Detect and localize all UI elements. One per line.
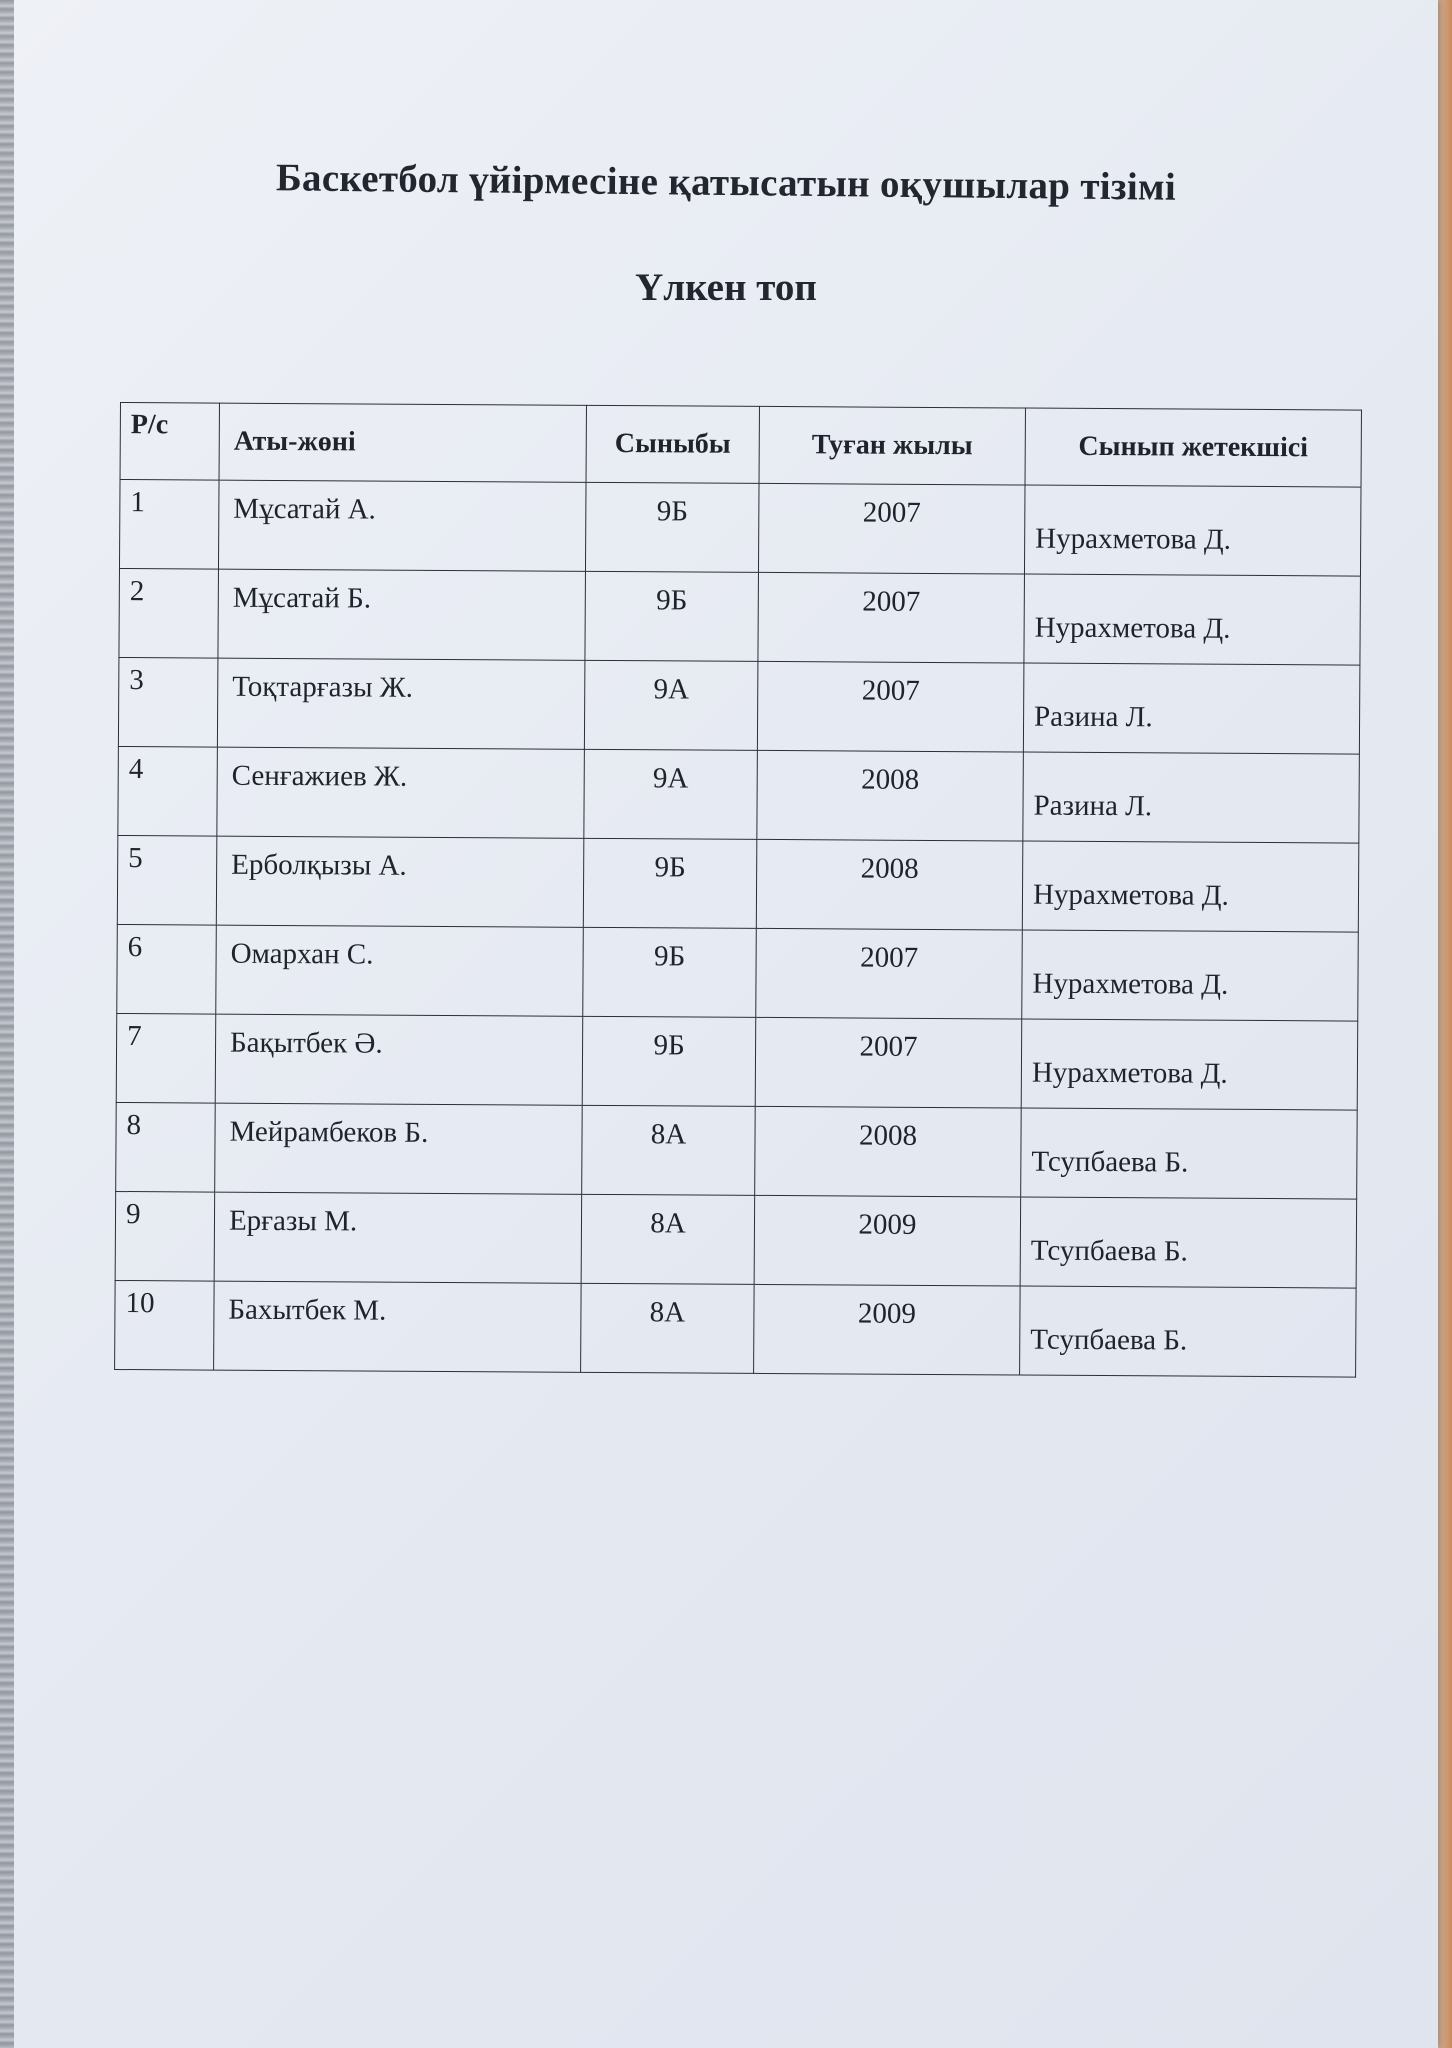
students-table-container	[114, 402, 1328, 1377]
header-birth-year: Туған жылы	[759, 406, 1025, 485]
table-row	[117, 924, 1359, 1021]
student-name: Мейрамбеков Б.	[215, 1103, 583, 1194]
birth-year: 2008	[755, 1106, 1022, 1197]
class-teacher: Тсупбаева Б.	[1021, 1108, 1358, 1199]
header-class-teacher: Сынып жетекшісі	[1025, 408, 1361, 487]
birth-year: 2008	[756, 839, 1023, 930]
table-row	[117, 835, 1359, 932]
class-teacher: Нурахметова Д.	[1021, 1019, 1358, 1110]
student-name: Ерболқызы А.	[216, 836, 584, 927]
row-number: 1	[119, 480, 219, 570]
student-class: 9Б	[582, 1016, 756, 1106]
row-number: 2	[119, 568, 219, 658]
student-name: Бақытбек Ә.	[215, 1014, 583, 1105]
table-row	[119, 568, 1361, 665]
class-teacher: Нурахметова Д.	[1022, 930, 1359, 1021]
class-teacher: Разина Л.	[1023, 752, 1360, 843]
student-name: Ерғазы М.	[214, 1192, 582, 1283]
row-number: 7	[116, 1013, 216, 1103]
table-header-row	[120, 403, 1361, 488]
row-number: 10	[115, 1280, 215, 1370]
row-number: 4	[118, 746, 218, 836]
header-class: Сыныбы	[586, 405, 759, 483]
table-row	[118, 746, 1360, 843]
student-name: Омархан С.	[216, 925, 584, 1016]
student-class: 9Б	[585, 482, 759, 572]
document-title: Баскетбол үйірмесіне қатысатын оқушылар тізімі	[275, 156, 1177, 209]
row-number: 6	[117, 924, 217, 1014]
student-name: Сенғажиев Ж.	[217, 747, 585, 838]
student-class: 9Б	[585, 571, 759, 661]
class-teacher: Нурахметова Д.	[1024, 485, 1361, 576]
student-class: 9Б	[583, 927, 757, 1017]
birth-year: 2009	[754, 1284, 1021, 1375]
class-teacher: Нурахметова Д.	[1024, 574, 1361, 665]
row-number: 9	[115, 1191, 215, 1281]
student-class: 8А	[581, 1283, 755, 1373]
student-name: Бахытбек М.	[214, 1281, 582, 1372]
student-class: 9А	[584, 749, 758, 839]
student-class: 8А	[582, 1105, 756, 1195]
row-number: 3	[118, 657, 218, 747]
birth-year: 2007	[758, 483, 1025, 574]
table-row	[115, 1280, 1357, 1377]
class-teacher: Тсупбаева Б.	[1020, 1197, 1357, 1288]
class-teacher: Разина Л.	[1023, 663, 1360, 754]
student-class: 8А	[581, 1194, 755, 1284]
birth-year: 2007	[755, 1017, 1022, 1108]
table-row	[116, 1013, 1358, 1110]
student-class: 9А	[584, 660, 758, 750]
row-number: 5	[117, 835, 217, 925]
student-name: Мұсатай А.	[218, 480, 586, 571]
header-name: Аты-жөні	[219, 403, 586, 482]
birth-year: 2007	[756, 928, 1023, 1019]
birth-year: 2007	[758, 572, 1025, 663]
table-row	[116, 1102, 1358, 1199]
table-row	[115, 1191, 1357, 1288]
students-table	[114, 402, 1362, 1378]
header-number: Р/с	[120, 403, 219, 481]
student-class: 9Б	[583, 838, 757, 928]
table-row	[118, 657, 1360, 754]
birth-year: 2009	[754, 1195, 1021, 1286]
student-name: Тоқтарғазы Ж.	[217, 658, 585, 749]
birth-year: 2007	[757, 661, 1024, 752]
row-number: 8	[116, 1102, 216, 1192]
student-name: Мұсатай Б.	[218, 569, 586, 660]
class-teacher: Нурахметова Д.	[1022, 841, 1359, 932]
birth-year: 2008	[757, 750, 1024, 841]
class-teacher: Тсупбаева Б.	[1020, 1286, 1357, 1377]
document-subtitle: Үлкен топ	[635, 266, 817, 309]
table-row	[119, 480, 1361, 577]
